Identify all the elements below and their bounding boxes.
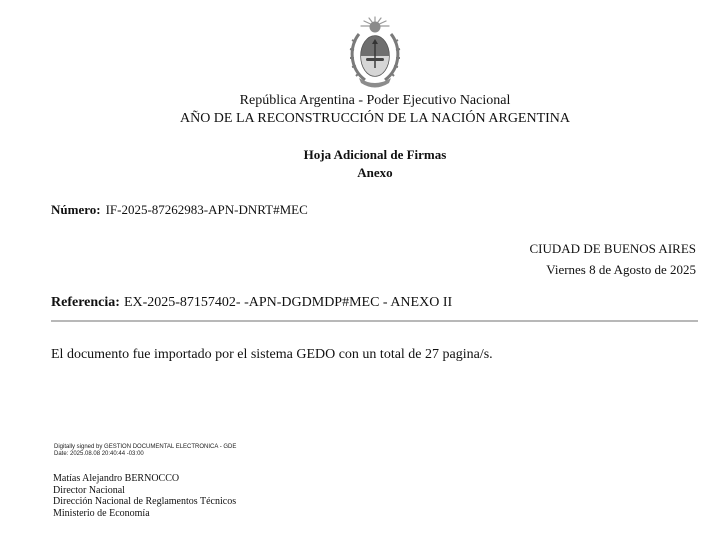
signer-block (53, 473, 236, 519)
coat-of-arms-icon (345, 14, 405, 92)
reference-label: Referencia: (51, 295, 120, 310)
document-title: Hoja Adicional de Firmas (303, 147, 447, 162)
document-city: CIUDAD DE BUENOS AIRES (529, 241, 696, 256)
digital-signature-stamp (54, 444, 236, 458)
document-reference (51, 295, 452, 311)
document-date: Viernes 8 de Agosto de 2025 (546, 262, 696, 277)
section-divider (51, 320, 698, 322)
document-body: El documento fue importado por el sistema GEDO con un total de 27 pagina/s. (51, 347, 493, 362)
document-subtitle: Anexo (357, 165, 393, 180)
digital-signature-date: Date: 2025.08.08 20:40:44 -03:00 (54, 451, 144, 457)
digital-signature-signer: Digitally signed by GESTION DOCUMENTAL ELECTRONICA - GDE (54, 444, 237, 450)
signer-name: Matías Alejandro BERNOCCO (53, 473, 180, 484)
document-number-label: Número: (51, 202, 101, 217)
document-number (51, 202, 308, 218)
signer-office: Dirección Nacional de Reglamentos Técnicos (53, 496, 237, 507)
header-title: República Argentina - Poder Ejecutivo Nacional (239, 93, 511, 108)
reference-value: EX-2025-87157402- -APN-DGDMDP#MEC - ANEXO II (123, 295, 453, 310)
document-number-value: IF-2025-87262983-APN-DNRT#MEC (105, 202, 308, 217)
signer-ministry: Ministerio de Economía (53, 507, 150, 519)
header-year-motto: AÑO DE LA RECONSTRUCCIÓN DE LA NACIÓN ARGENTINA (179, 111, 571, 126)
signer-title: Director Nacional (53, 484, 125, 496)
